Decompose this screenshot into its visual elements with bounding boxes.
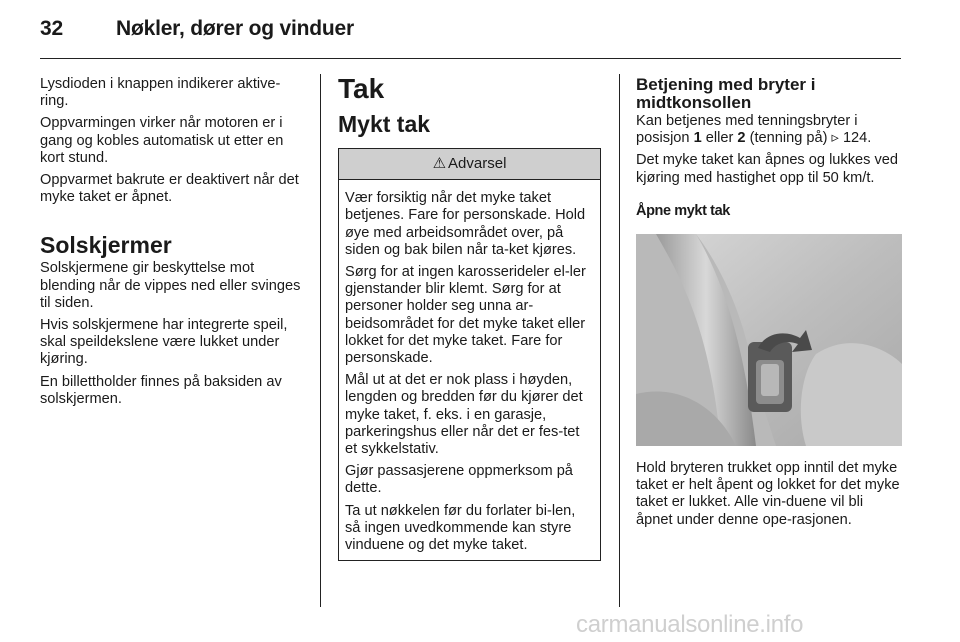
console-switch-photo	[636, 234, 902, 446]
paragraph: Solskjermene gir beskyttelse mot blending når de vippes ned eller svinges til siden.	[40, 260, 301, 311]
paragraph: Oppvarmet bakrute er deaktivert når det myke taket er åpnet.	[40, 172, 299, 206]
warning-body	[339, 180, 600, 560]
warning-box	[338, 148, 601, 561]
text-run: eller	[701, 130, 738, 147]
paragraph: En billettholder finnes på baksiden av solskjermen.	[40, 373, 282, 407]
page-number: 32	[40, 17, 63, 40]
column-2	[338, 72, 602, 561]
warning-paragraph: Vær forsiktig når det myke taket betjenes. Fare for personskade. Hold øye med arbeidsområdet over, på siden og bak bilen når ta-ket kjøres.	[345, 190, 586, 258]
column-divider-2	[619, 74, 620, 607]
column-1	[40, 76, 305, 413]
page-header	[40, 17, 354, 41]
section-title-solskjermer: Solskjermer	[40, 232, 172, 259]
header-rule	[40, 58, 901, 59]
text-run: (tenning på)	[745, 130, 832, 147]
paragraph	[636, 113, 902, 147]
section-title-mykt-tak: Mykt tak	[338, 111, 431, 137]
paragraph: Hold bryteren trukket opp inntil det myke taket er helt åpent og lokket for det myke taket er lukket. Alle vin-duene vil bli åpnet under denne ope-rasjonen.	[636, 460, 900, 528]
position-2: 2	[737, 130, 746, 147]
position-1: 1	[693, 130, 702, 147]
warning-paragraph: Ta ut nøkkelen før du forlater bi-len, så ingen uvedkommende kan styre vinduene og det myke taket.	[345, 502, 576, 554]
warning-label: Advarsel	[448, 155, 507, 172]
paragraph: Oppvarmingen virker når motoren er i gang og kobles automatisk ut etter en kort stund.	[40, 115, 284, 166]
chapter-title: Nøkler, dører og vinduer	[116, 17, 354, 40]
warning-paragraph: Mål ut at det er nok plass i høyden, lengden og bredden før du kjører det myke taket, f. eks. i en garasje, parkeringshus eller når det er fes-tet et sykkelstativ.	[345, 372, 583, 458]
page-ref-arrow-icon: ▹	[831, 130, 839, 147]
paragraph: Det myke taket kan åpnes og lukkes ved kjøring med hastighet opp til 50 km/t.	[636, 152, 899, 186]
warning-triangle-icon: ⚠	[432, 155, 447, 172]
column-3	[636, 76, 902, 534]
subheading-apne-mykt-tak: Åpne mykt tak	[636, 202, 730, 219]
page-reference[interactable]: 124.	[842, 130, 872, 147]
warning-header	[339, 149, 600, 180]
paragraph: Hvis solskjermene har integrerte speil, skal speildekslene være lukket under kjøring.	[40, 317, 288, 368]
chapter-heading-tak: Tak	[338, 73, 385, 104]
section-title-betjening: Betjening med bryter i midtkonsollen	[636, 75, 816, 112]
column-divider-1	[320, 74, 321, 607]
text-run: Kan betjenes med tenningsbryter i posisjon	[636, 113, 858, 147]
warning-paragraph: Gjør passasjerene oppmerksom på dette.	[345, 463, 573, 497]
warning-paragraph: Sørg for at ingen karosserideler el-ler gjenstander blir klemt. Sørg for at personer holder seg unna ar-beidsområdet for det myke taket eller lokket for det myke taket. Fare for personskade.	[345, 264, 586, 367]
paragraph: Lysdioden i knappen indikerer aktive-ring.	[40, 76, 281, 110]
watermark-text: carmanualsonline.info	[576, 611, 804, 638]
